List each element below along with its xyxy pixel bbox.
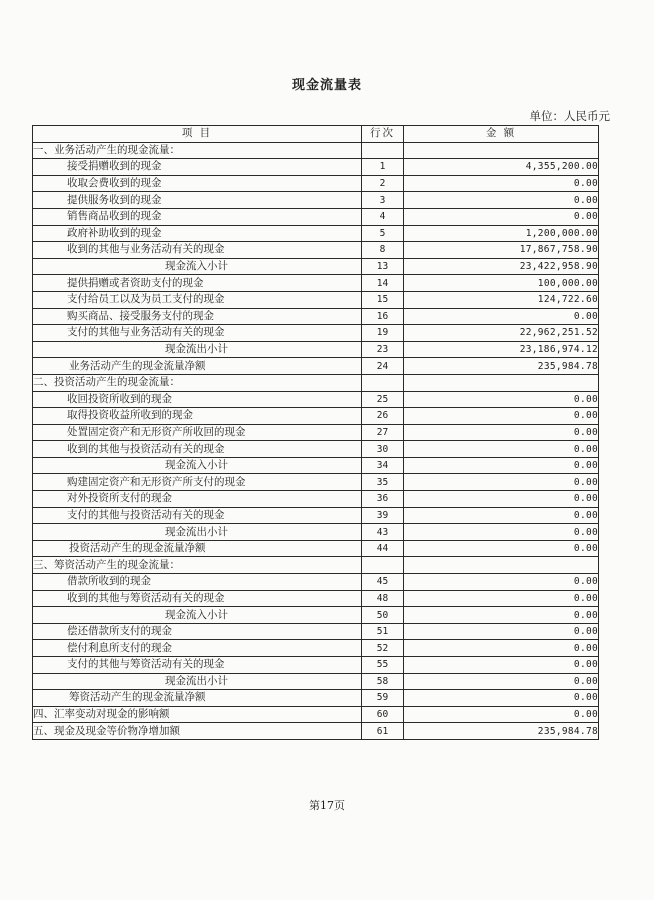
- row-amount: 0.00: [404, 175, 599, 192]
- row-amount: 1,200,000.00: [404, 225, 599, 242]
- row-item: 支付的其他与投资活动有关的现金: [33, 507, 362, 524]
- row-amount: 23,186,974.12: [404, 341, 599, 358]
- row-line-number: 24: [362, 358, 404, 375]
- row-amount: 0.00: [404, 474, 599, 491]
- row-item: 借款所收到的现金: [33, 574, 362, 591]
- currency-unit: 单位：人民币元: [529, 109, 610, 123]
- row-amount: 0.00: [404, 706, 599, 723]
- row-line-number: [362, 374, 404, 391]
- table-row: [33, 391, 599, 408]
- table-row: [33, 258, 599, 275]
- row-line-number: 58: [362, 673, 404, 690]
- row-amount: 23,422,958.90: [404, 258, 599, 275]
- row-line-number: 36: [362, 491, 404, 508]
- table-row: [33, 507, 599, 524]
- row-line-number: 3: [362, 192, 404, 209]
- table-row: [33, 242, 599, 259]
- row-line-number: 8: [362, 242, 404, 259]
- table-row: [33, 607, 599, 624]
- row-line-number: 45: [362, 574, 404, 591]
- table-row: [33, 441, 599, 458]
- header-line: 行次: [362, 126, 404, 143]
- row-line-number: 5: [362, 225, 404, 242]
- table-row: [33, 275, 599, 292]
- row-line-number: 51: [362, 623, 404, 640]
- row-amount: 0.00: [404, 208, 599, 225]
- row-item: 现金流入小计: [33, 258, 362, 275]
- row-line-number: 60: [362, 706, 404, 723]
- row-line-number: 55: [362, 657, 404, 674]
- row-item: 五、现金及现金等价物净增加额: [33, 723, 362, 740]
- page-number: 第17页: [309, 799, 345, 812]
- row-item: 现金流出小计: [33, 524, 362, 541]
- row-item: 接受捐赠收到的现金: [33, 159, 362, 176]
- row-line-number: 16: [362, 308, 404, 325]
- row-line-number: 59: [362, 690, 404, 707]
- row-amount: [404, 557, 599, 574]
- table-row: [33, 457, 599, 474]
- header-item: 项 目: [33, 126, 362, 143]
- row-item: 对外投资所支付的现金: [33, 491, 362, 508]
- row-line-number: 14: [362, 275, 404, 292]
- row-amount: 124,722.60: [404, 291, 599, 308]
- row-amount: 0.00: [404, 540, 599, 557]
- table-row: [33, 690, 599, 707]
- row-item: 销售商品收到的现金: [33, 208, 362, 225]
- row-line-number: 13: [362, 258, 404, 275]
- row-item: 现金流入小计: [33, 607, 362, 624]
- row-amount: 17,867,758.90: [404, 242, 599, 259]
- row-item: 支付给员工以及为员工支付的现金: [33, 291, 362, 308]
- table-row: [33, 159, 599, 176]
- table-row: [33, 540, 599, 557]
- table-row: [33, 175, 599, 192]
- row-amount: 0.00: [404, 690, 599, 707]
- table-header-row: [33, 126, 599, 143]
- row-amount: 235,984.78: [404, 358, 599, 375]
- row-line-number: 2: [362, 175, 404, 192]
- row-amount: [404, 142, 599, 159]
- cash-flow-table: [32, 125, 599, 740]
- table-row: [33, 374, 599, 391]
- row-item: 收回投资所收到的现金: [33, 391, 362, 408]
- row-amount: 0.00: [404, 308, 599, 325]
- table-row: [33, 142, 599, 159]
- table-row: [33, 208, 599, 225]
- row-line-number: 48: [362, 590, 404, 607]
- row-item: 偿还借款所支付的现金: [33, 623, 362, 640]
- row-line-number: 23: [362, 341, 404, 358]
- row-line-number: 27: [362, 424, 404, 441]
- row-line-number: 19: [362, 325, 404, 342]
- row-amount: 0.00: [404, 491, 599, 508]
- row-item: 收到的其他与业务活动有关的现金: [33, 242, 362, 259]
- row-item: 收取会费收到的现金: [33, 175, 362, 192]
- table-row: [33, 474, 599, 491]
- row-amount: 0.00: [404, 590, 599, 607]
- row-line-number: 61: [362, 723, 404, 740]
- table-row: [33, 590, 599, 607]
- row-line-number: 52: [362, 640, 404, 657]
- row-item: 提供捐赠或者资助支付的现金: [33, 275, 362, 292]
- table-row: [33, 706, 599, 723]
- row-amount: 235,984.78: [404, 723, 599, 740]
- row-amount: 4,355,200.00: [404, 159, 599, 176]
- table-row: [33, 574, 599, 591]
- row-line-number: 34: [362, 457, 404, 474]
- row-item: 现金流入小计: [33, 457, 362, 474]
- row-item: 偿付利息所支付的现金: [33, 640, 362, 657]
- row-amount: 0.00: [404, 424, 599, 441]
- row-amount: 100,000.00: [404, 275, 599, 292]
- table-row: [33, 623, 599, 640]
- row-item: 投资活动产生的现金流量净额: [33, 540, 362, 557]
- row-item: 收到的其他与投资活动有关的现金: [33, 441, 362, 458]
- row-item: 现金流出小计: [33, 341, 362, 358]
- row-line-number: 50: [362, 607, 404, 624]
- row-amount: 0.00: [404, 441, 599, 458]
- row-amount: 0.00: [404, 507, 599, 524]
- table-row: [33, 673, 599, 690]
- row-item: 二、投资活动产生的现金流量：: [33, 374, 362, 391]
- row-amount: 0.00: [404, 457, 599, 474]
- row-line-number: [362, 142, 404, 159]
- row-line-number: 1: [362, 159, 404, 176]
- table-row: [33, 358, 599, 375]
- table-row: [33, 424, 599, 441]
- row-item: 收到的其他与筹资活动有关的现金: [33, 590, 362, 607]
- row-line-number: 44: [362, 540, 404, 557]
- table-row: [33, 723, 599, 740]
- table-body: [33, 142, 599, 739]
- row-item: 政府补助收到的现金: [33, 225, 362, 242]
- row-item: 三、筹资活动产生的现金流量：: [33, 557, 362, 574]
- table-row: [33, 192, 599, 209]
- table-row: [33, 225, 599, 242]
- row-line-number: [362, 557, 404, 574]
- row-line-number: 15: [362, 291, 404, 308]
- page-title: 现金流量表: [291, 78, 362, 93]
- row-line-number: 26: [362, 408, 404, 425]
- row-item: 现金流出小计: [33, 673, 362, 690]
- row-item: 购买商品、接受服务支付的现金: [33, 308, 362, 325]
- row-item: 处置固定资产和无形资产所收回的现金: [33, 424, 362, 441]
- row-amount: 0.00: [404, 657, 599, 674]
- row-item: 提供服务收到的现金: [33, 192, 362, 209]
- header-amount: 金 额: [404, 126, 599, 143]
- row-amount: [404, 374, 599, 391]
- row-line-number: 4: [362, 208, 404, 225]
- row-amount: 0.00: [404, 524, 599, 541]
- table-row: [33, 640, 599, 657]
- row-amount: 0.00: [404, 607, 599, 624]
- row-amount: 0.00: [404, 391, 599, 408]
- row-amount: 0.00: [404, 574, 599, 591]
- table-row: [33, 308, 599, 325]
- row-amount: 0.00: [404, 408, 599, 425]
- row-line-number: 35: [362, 474, 404, 491]
- table-row: [33, 524, 599, 541]
- table-row: [33, 408, 599, 425]
- row-amount: 22,962,251.52: [404, 325, 599, 342]
- row-line-number: 43: [362, 524, 404, 541]
- row-item: 一、业务活动产生的现金流量：: [33, 142, 362, 159]
- table-row: [33, 341, 599, 358]
- table-row: [33, 491, 599, 508]
- table-row: [33, 325, 599, 342]
- row-amount: 0.00: [404, 192, 599, 209]
- table-row: [33, 657, 599, 674]
- table-row: [33, 557, 599, 574]
- row-item: 支付的其他与筹资活动有关的现金: [33, 657, 362, 674]
- row-item: 购建固定资产和无形资产所支付的现金: [33, 474, 362, 491]
- row-item: 四、汇率变动对现金的影响额: [33, 706, 362, 723]
- row-item: 筹资活动产生的现金流量净额: [33, 690, 362, 707]
- row-item: 支付的其他与业务活动有关的现金: [33, 325, 362, 342]
- row-item: 取得投资收益所收到的现金: [33, 408, 362, 425]
- row-amount: 0.00: [404, 673, 599, 690]
- row-amount: 0.00: [404, 623, 599, 640]
- row-line-number: 39: [362, 507, 404, 524]
- row-line-number: 25: [362, 391, 404, 408]
- row-amount: 0.00: [404, 640, 599, 657]
- row-line-number: 30: [362, 441, 404, 458]
- table-row: [33, 291, 599, 308]
- row-item: 业务活动产生的现金流量净额: [33, 358, 362, 375]
